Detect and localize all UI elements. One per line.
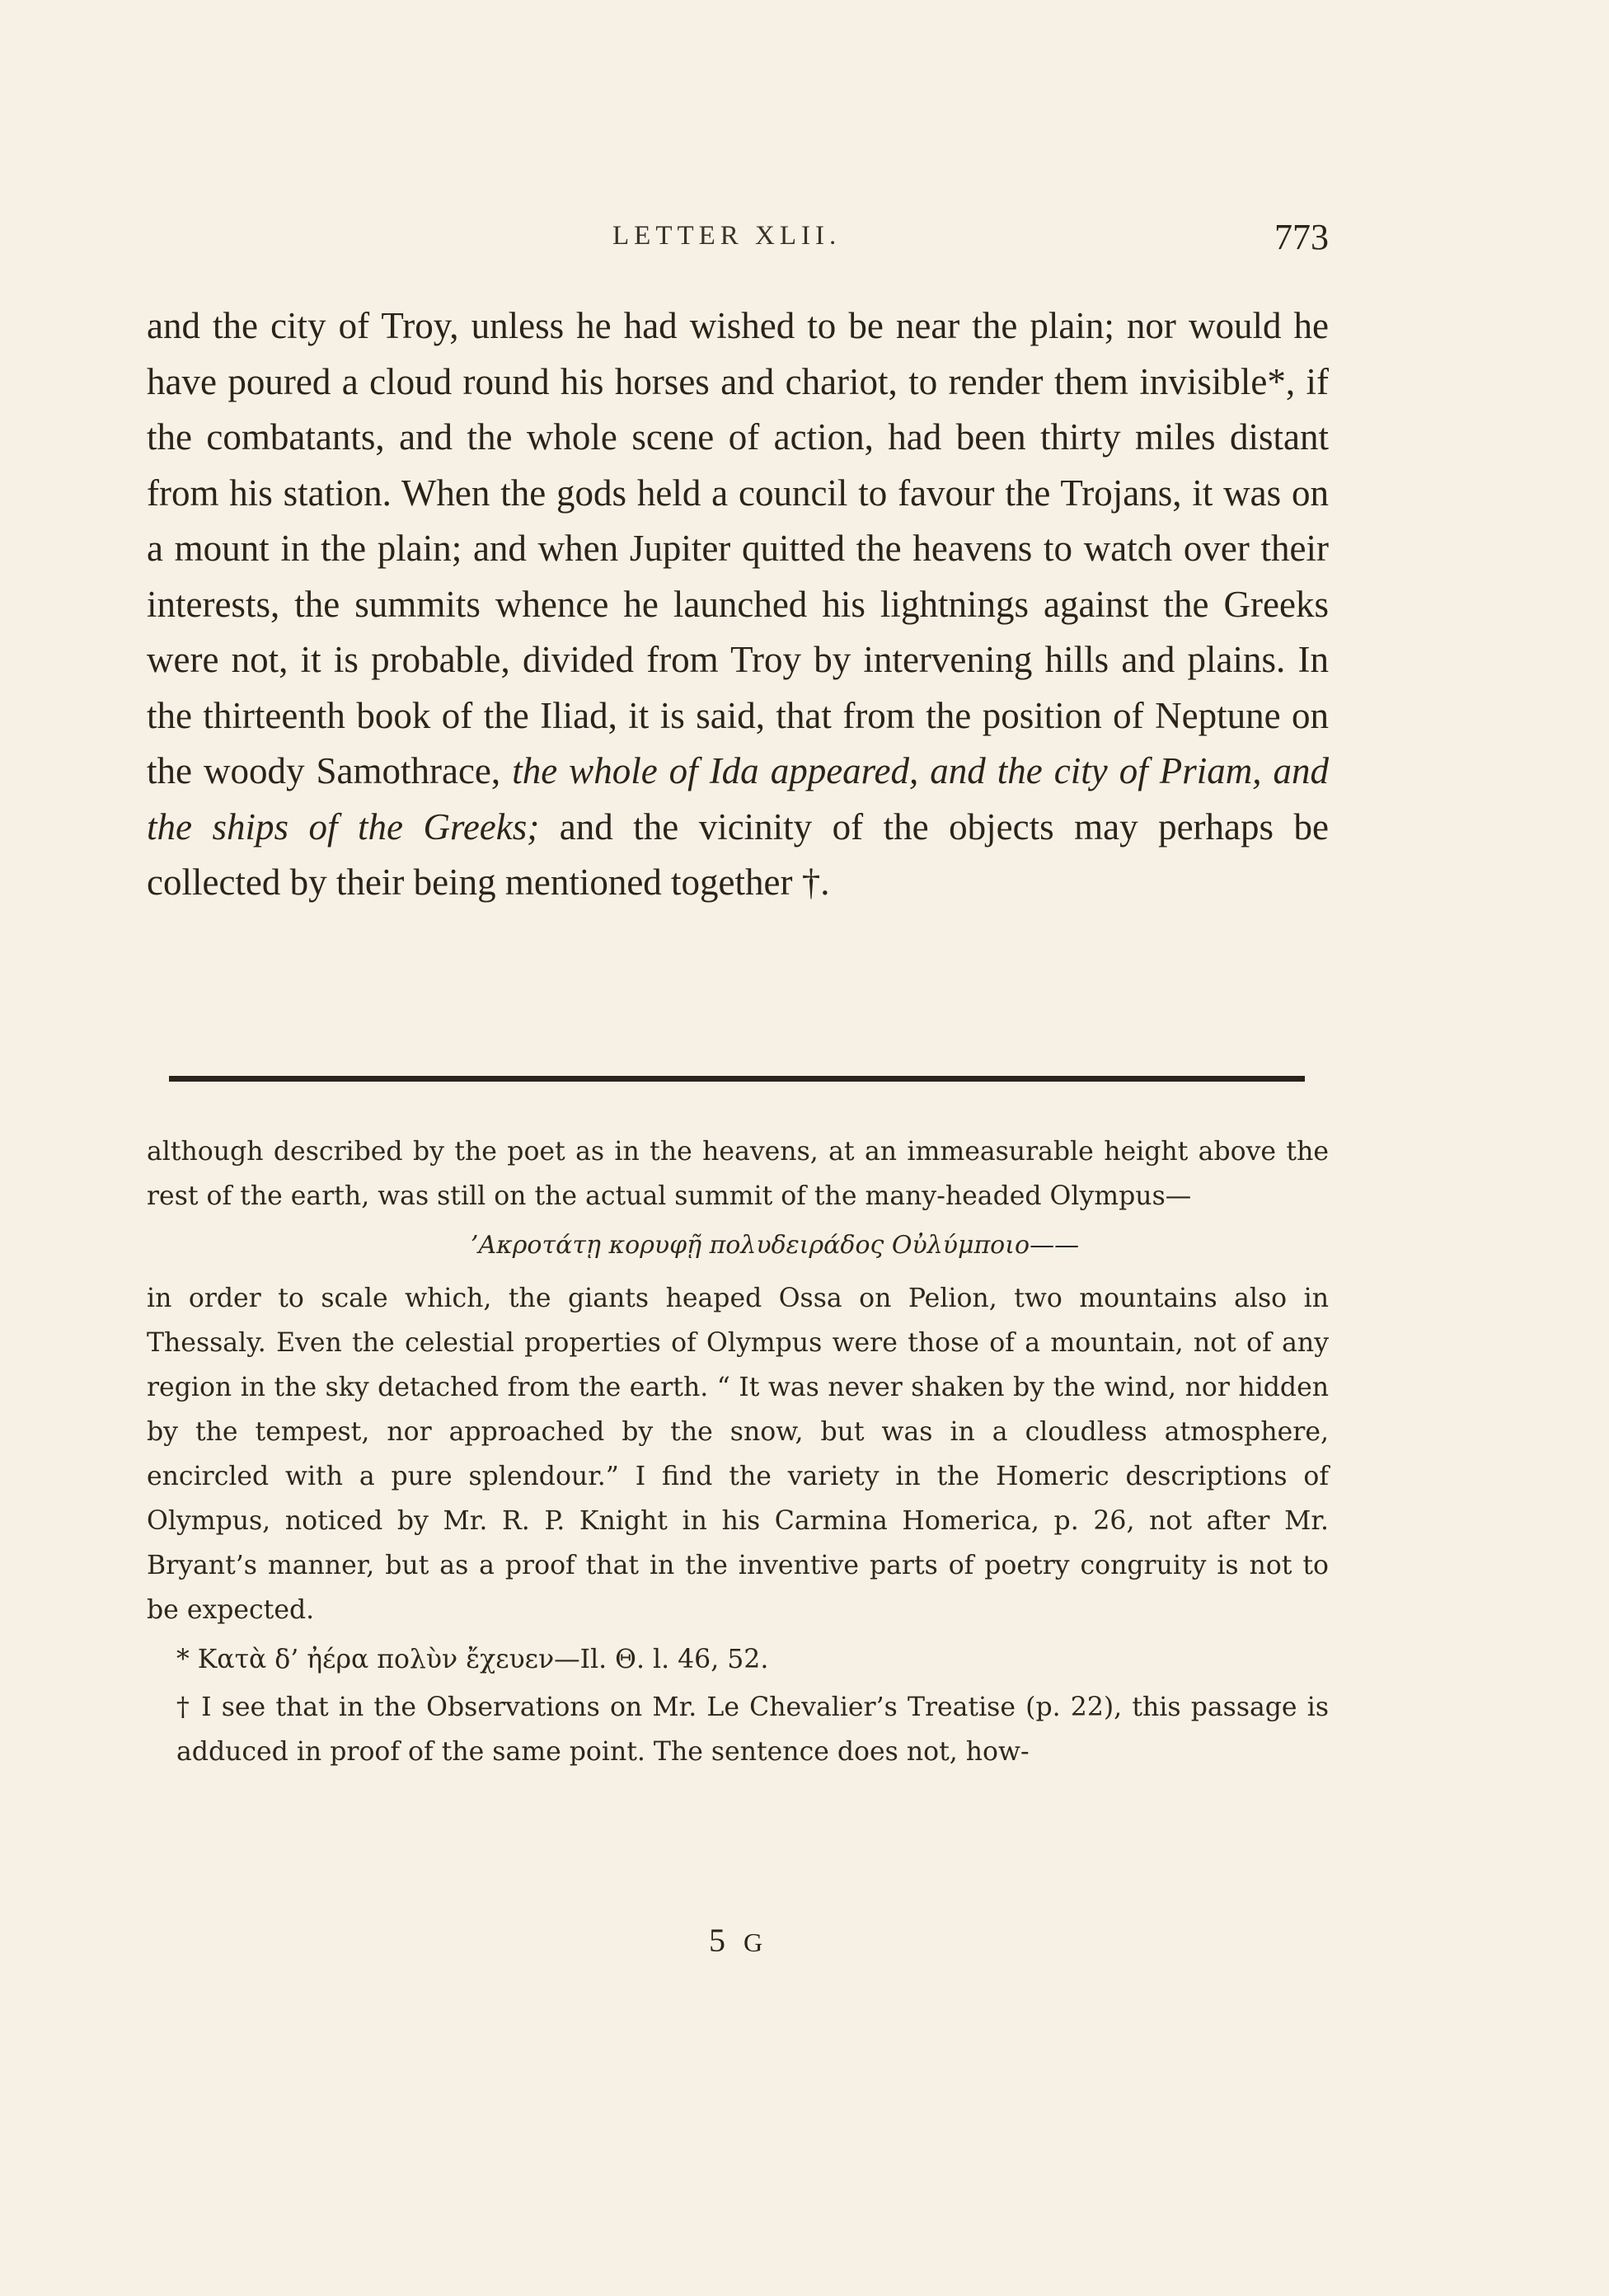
greek-quotation: ’Ακροτάτῃ κορυφῇ πολυδειράδος Οὐλύμποιο—— — [470, 1231, 1080, 1260]
signature-number: 5 — [709, 1922, 730, 1959]
page-number: 773 — [1274, 217, 1329, 257]
body-text-run — [918, 750, 930, 791]
footnote-star: * Κατὰ δ’ ἠέρα πολὺν ἔχευεν—Il. Θ. l. 46, 52. — [176, 1645, 769, 1674]
body-italic-run: and the city of Priam, and the ships of the Greeks; — [147, 750, 1329, 848]
body-text-run: and the city of Troy, unless he had wished to be near the plain; nor would he have poured a cloud round his horses and chariot, to render them invisible*, if the combatants, and the whole scene of action, had been thirty miles distant from his station. When the gods held a council to favour the Trojans, it was on a mount in the plain; and when Jupiter quitted the heavens to watch over their interests, the summits whence he launched his lightnings against the Greeks were not, it is probable, divided from Troy by intervening hills and plains. In the thirteenth book of the Iliad, it is said, that from the position of Neptune on the woody Samothrace, — [147, 305, 1329, 791]
footnote-dagger: † I see that in the Observations on Mr. Le Chevalier’s Treatise (p. 22), this passage is adduced in proof of the same point. The sentence does not, how- — [176, 1693, 1329, 1767]
page-header — [147, 217, 1329, 270]
footnote-continuation-2: in order to scale which, the giants heaped Ossa on Pelion, two mountains also in Thessaly. Even the celestial properties of Olympus were those of a mountain, not of any region in the sky detached from the earth. “ It was never shaken by the wind, nor hidden by the tempest, nor approached by the snow, but was in a cloudless atmosphere, encircled with a pure splendour.” I find the variety in the Homeric descriptions of Olympus, noticed by Mr. R. P. Knight in his Carmina Homerica, p. 26, not after Mr. Bryant’s manner, but as a proof that in the inventive parts of poetry congruity is not to be expected. — [147, 1284, 1329, 1625]
footnote-rule — [169, 1076, 1305, 1082]
footnote-continuation: although described by the poet as in the heavens, at an immeasurable height above the rest of the earth, was still on the actual summit of the many-headed Olympus— — [147, 1137, 1329, 1211]
body-text-run: and the vicinity of the objects may perhaps be collected by their being mentioned together †. — [147, 805, 1329, 903]
signature-mark — [709, 1921, 767, 1960]
footnotes — [147, 1129, 1329, 1774]
body-paragraph — [147, 298, 1329, 911]
signature-letter: G — [744, 1927, 768, 1957]
running-head: LETTER XLII. — [612, 221, 842, 251]
body-text — [147, 298, 1329, 911]
body-italic-run: the whole of Ida appeared, — [512, 750, 919, 791]
